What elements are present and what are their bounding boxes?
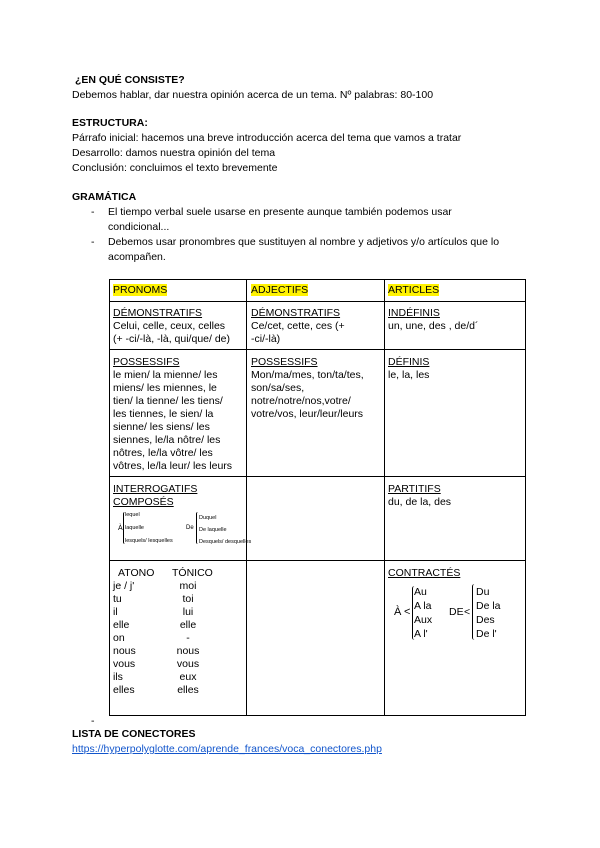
tonico-label: TÓNICO — [172, 567, 213, 579]
cell-indefinis: INDÉFINIS un, une, des , de/d´ — [388, 307, 479, 332]
section-heading-en-que-consiste: ¿EN QUÉ CONSISTE? — [75, 74, 185, 86]
cell-interrogatifs: INTERROGATIFS COMPOSÉS — [113, 483, 198, 508]
cell-partitifs: PARTITIFS du, de la, des — [388, 483, 452, 508]
table-header-adjectifs: ADJECTIFS — [251, 284, 309, 296]
bullet-dash: - — [91, 206, 95, 218]
estructura-line: Desarrollo: damos nuestra opinión del tema — [72, 147, 276, 159]
cell-demonstratifs-adjectifs: DÉMONSTRATIFS Ce/cet, cette, ces (+ -ci/-là) — [251, 307, 345, 345]
intro-text: Debemos hablar, dar nuestra opinión acerca de un tema. Nº palabras: 80-100 — [72, 89, 434, 101]
cell-possessifs-adjectifs: POSSESSIFS Mon/ma/mes, ton/ta/tes, son/sa/ses, notre/notre/nos,votre/ votre/vos, leur/leur/leurs — [251, 356, 364, 420]
estructura-line: Párrafo inicial: hacemos una breve introducción acerca del tema que vamos a tratar — [72, 132, 462, 144]
bullet-dash: - — [91, 236, 95, 248]
bullet-text: condicional... — [108, 221, 170, 233]
table-header-articles: ARTICLES — [388, 284, 440, 296]
atono-list: je / j' tu il elle on nous vous ils elles — [113, 580, 136, 696]
conectores-link[interactable]: https://hyperpolyglotte.com/aprende_frances/voca_conectores.php — [72, 743, 382, 755]
table-header-pronoms: PRONOMS — [113, 284, 168, 296]
atono-label: ATONO — [118, 567, 155, 579]
contractes-title: CONTRACTÉS — [388, 567, 461, 579]
section-heading-conectores: LISTA DE CONECTORES — [72, 728, 196, 740]
section-heading-gramatica: GRAMÁTICA — [72, 191, 137, 203]
empty-bullet-dash: - — [91, 715, 95, 727]
cell-definis: DÉFINIS le, la, les — [388, 356, 430, 381]
cell-possessifs-pronoms: POSSESSIFS le mien/ la mienne/ les miens/ les miennes, le tien/ la tienne/ les tiens/ les tiennes, le sien/ la sienne/ les siens/ les siennes, le/la nôtre/ les nôtres, le/la vôtre/ les vôtres, le/la leur/ les leurs — [113, 356, 233, 472]
contractes-diagram: À < Au A la Aux A l' DE < Du De la Des De l' — [394, 586, 501, 640]
bullet-text: acompañen. — [108, 251, 166, 263]
bullet-text: Debemos usar pronombres que sustituyen al nombre y adjetivos y/o artículos que lo — [108, 236, 500, 248]
interrogatifs-image: lequel À laquelle lesquels/ lesquelles De Duquel De laquelle Desquels/ desquelles — [118, 512, 252, 545]
bullet-text: El tiempo verbal suele usarse en presente aunque también podemos usar — [108, 206, 452, 218]
estructura-line: Conclusión: concluimos el texto brevemente — [72, 162, 278, 174]
tonico-list: moi toi lui elle - nous vous eux elles — [176, 580, 200, 696]
section-heading-estructura: ESTRUCTURA: — [72, 117, 148, 129]
cell-demonstratifs-pronoms: DÉMONSTRATIFS Celui, celle, ceux, celles (+ -ci/-là, -là, qui/que/ de) — [113, 307, 231, 345]
